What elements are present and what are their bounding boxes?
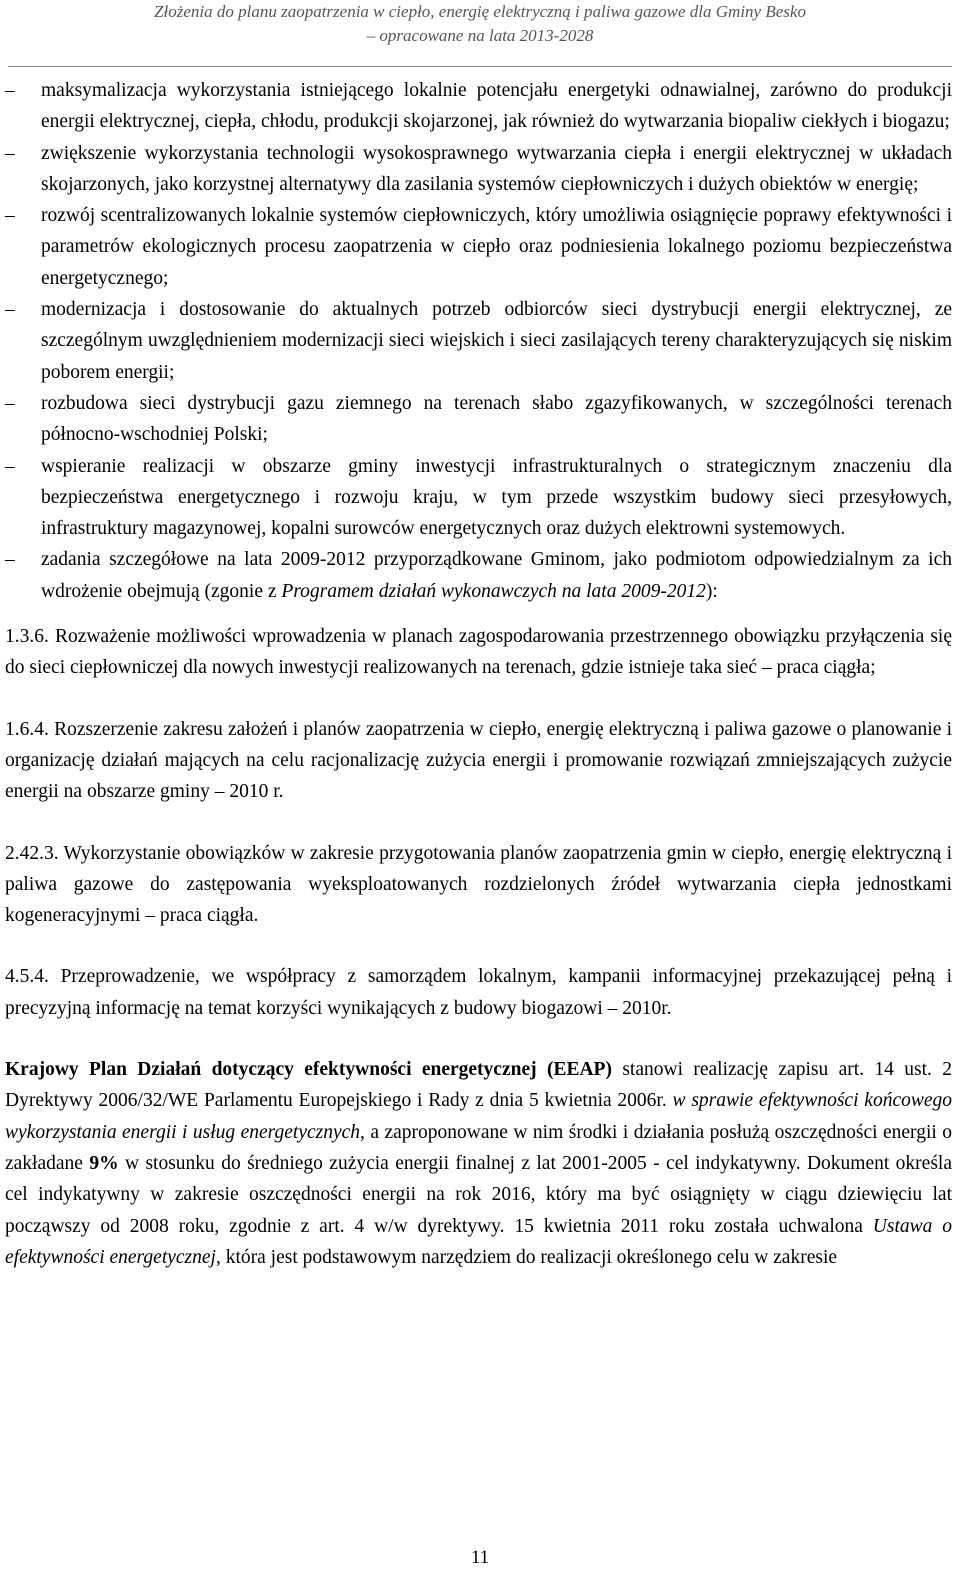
list-item: – maksymalizacja wykorzystania istniejącego lokalnie potencjału energetyki odnawialnej, zarówno do produkcji energii elektrycznej, ciepła, chłodu, produkcji skojarzonej, jak również do wytwarzania biopaliw ciekłych i biogazu; <box>5 75 952 138</box>
dash-bullet: – <box>5 455 15 477</box>
page-number: 11 <box>470 1547 490 1568</box>
action-item: 4.5.4. Przeprowadzenie, we współpracy z samorządem lokalnym, kampanii informacyjnej przekazującej pełną i precyzyjną informację na temat korzyści wynikających z budowy biogazowi – 2010r. <box>5 966 952 1019</box>
list-item: – modernizacja i dostosowanie do aktualnych potrzeb odbiorców sieci dystrybucji energii elektrycznej, ze szczególnym uwzględnieniem modernizacji sieci wiejskich i sieci zasilających tereny charakteryzujących się niskim poborem energii; <box>5 294 952 388</box>
list-item: – zwiększenie wykorzystania technologii wysokosprawnego wytwarzania ciepła i energii elektrycznej w układach skojarzonych, jako korzystnej alternatywy dla zasilania systemów ciepłowniczych i dużych obiektów w energię; <box>5 138 952 201</box>
page-header <box>0 0 960 48</box>
dash-bullet: – <box>5 392 15 414</box>
action-item: 1.3.6. Rozważenie możliwości wprowadzenia w planach zagospodarowania przestrzennego obowiązku przyłączenia się do sieci ciepłowniczej dla nowych inwestycji realizowanych na terenach, gdzie istnieje taka sieć – praca ciągła; <box>5 626 952 679</box>
list-item: – rozbudowa sieci dystrybucji gazu ziemnego na terenach słabo zgazyfikowanych, w szczególności terenach północno-wschodniej Polski; <box>5 388 952 451</box>
action-item: 1.6.4. Rozszerzenie zakresu założeń i planów zaopatrzenia w ciepło, energię elektryczną i paliwa gazowe o planowanie i organizację działań mających na celu racjonalizację zużycia energii i promowanie rozwiązań zmniejszających zużycie energii na obszarze gminy – 2010 r. <box>5 718 952 803</box>
dash-bullet: – <box>5 205 15 227</box>
bullet-list <box>5 75 952 607</box>
list-item: – wspieranie realizacji w obszarze gminy inwestycji infrastrukturalnych o strategicznym znaczeniu dla bezpieczeństwa energetycznego i rozwoju kraju, w tym przede wszystkim budowy sieci przesyłowych, infrastruktury magazynowej, kopalni surowców energetycznych oraz dużych elektrowni systemowych. <box>5 451 952 545</box>
header-subtitle: – opracowane na lata 2013-2028 <box>366 26 594 45</box>
eeap-paragraph: Krajowy Plan Działań dotyczący efektywności energetycznej (EEAP) stanowi realizację zapisu art. 14 ust. 2 Dyrektywy 2006/32/WE Parlamentu Europejskiego i Rady z dnia 5 kwietnia 2006r. w sprawie efektywności końcowego wykorzystania energii i usług energetycznych, a zaproponowane w nim środki i działania posłużą oszczędności energii o zakładane 9% w stosunku do średniego zużycia energii finalnej z lat 2001-2005 - cel indykatywny. Dokument określa cel indykatywny w zakresie oszczędności energii na rok 2016, który ma być osiągnięty w ciągu dziewięciu lat począwszy od 2008 roku, zgodnie z art. 4 w/w dyrektywy. 15 kwietnia 2011 roku została uchwalona Ustawa o efektywności energetycznej, która jest podstawowym narzędziem do realizacji określonego celu w zakresie <box>5 1059 953 1268</box>
header-divider <box>8 66 952 67</box>
dash-bullet: – <box>5 299 15 321</box>
list-item: – rozwój scentralizowanych lokalnie systemów ciepłowniczych, który umożliwia osiągnięcie poprawy efektywności i parametrów ekologicznych procesu zaopatrzenia w ciepło oraz podniesienia lokalnego poziomu bezpieczeństwa energetycznego; <box>5 200 952 294</box>
eeap-title: Krajowy Plan Działań dotyczący efektywności energetycznej (EEAP) <box>5 1059 612 1081</box>
dash-bullet: – <box>5 549 15 571</box>
action-item: 2.42.3. Wykorzystanie obowiązków w zakresie przygotowania planów zaopatrzenia gmin w ciepło, energię elektryczną i paliwa gazowe do zastępowania wyeksploatowanych rozdzielonych źródeł wytwarzania ciepła jednostkami kogeneracyjnymi – praca ciągła. <box>5 842 952 927</box>
dash-bullet: – <box>5 80 15 101</box>
header-title: Złożenia do planu zaopatrzenia w ciepło, energię elektryczną i paliwa gazowe dla Gminy Besko <box>154 2 806 21</box>
list-item: – zadania szczegółowe na lata 2009-2012 przyporządkowane Gminom, jako podmiotom odpowiedzialnym za ich wdrożenie obejmują (zgonie z Programem działań wykonawczych na lata 2009-2012): <box>5 544 952 607</box>
dash-bullet: – <box>5 142 15 164</box>
document-body <box>5 75 952 1273</box>
